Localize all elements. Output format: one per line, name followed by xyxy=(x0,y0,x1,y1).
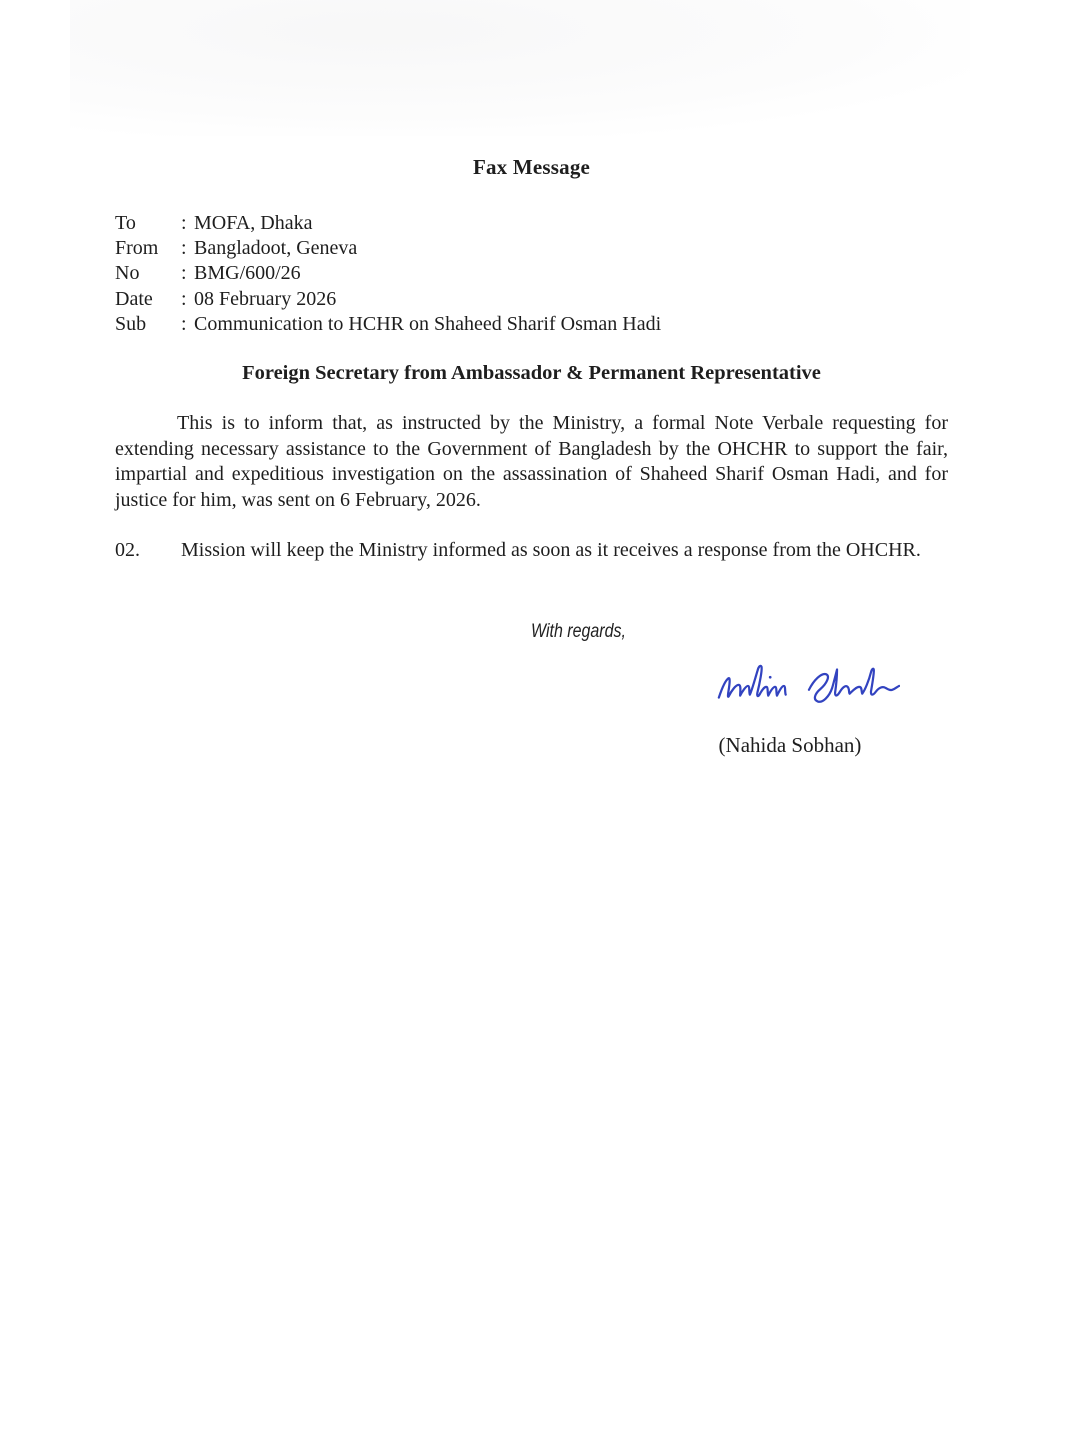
field-value: Communication to HCHR on Shaheed Sharif Osman Hadi xyxy=(194,312,662,335)
closing-salutation: With regards, xyxy=(531,620,626,642)
field-colon: : xyxy=(181,312,187,335)
field-value: MOFA, Dhaka xyxy=(194,212,313,234)
body-paragraph-1: This is to inform that, as instructed by the Ministry, a formal Note Verbale requesting for extending necessary assistance to the Government of Bangladesh by the OHCHR to support the fair, impartial and expeditious investigation on the assassination of Shaheed Sharif Osman Hadi, and for justice for him, was sent on 6 February, 2026. xyxy=(115,412,948,511)
field-label: Date xyxy=(115,287,153,310)
handwritten-signature xyxy=(714,657,900,711)
field-row-no xyxy=(115,261,975,286)
field-colon: : xyxy=(181,237,187,260)
scan-artifact-smudge xyxy=(70,0,970,136)
field-value: 08 February 2026 xyxy=(194,287,337,310)
body-paragraph-2 xyxy=(115,538,948,564)
letter-heading: Foreign Secretary from Ambassador & Permanent Representative xyxy=(242,362,821,384)
paragraph-number: 02. xyxy=(115,539,140,561)
page-title: Fax Message xyxy=(472,155,591,179)
field-row-from xyxy=(115,236,975,261)
typed-signatory-name: (Nahida Sobhan) xyxy=(718,733,862,757)
field-label: From xyxy=(115,237,159,260)
field-value: Bangladoot, Geneva xyxy=(194,237,358,260)
signature-ink xyxy=(714,657,900,711)
field-colon: : xyxy=(181,212,187,234)
paragraph-2-text: Mission will keep the Ministry informed as soon as it receives a response from the OHCHR. xyxy=(181,539,921,561)
field-label: No xyxy=(115,262,140,285)
field-colon: : xyxy=(181,287,187,310)
field-label: To xyxy=(115,212,136,234)
field-row-sub xyxy=(115,312,975,337)
field-row-date xyxy=(115,287,975,312)
field-colon: : xyxy=(181,262,187,285)
field-label: Sub xyxy=(115,312,147,335)
field-row-to xyxy=(115,211,975,236)
fax-header-fields xyxy=(115,211,975,337)
field-value: BMG/600/26 xyxy=(194,262,301,285)
